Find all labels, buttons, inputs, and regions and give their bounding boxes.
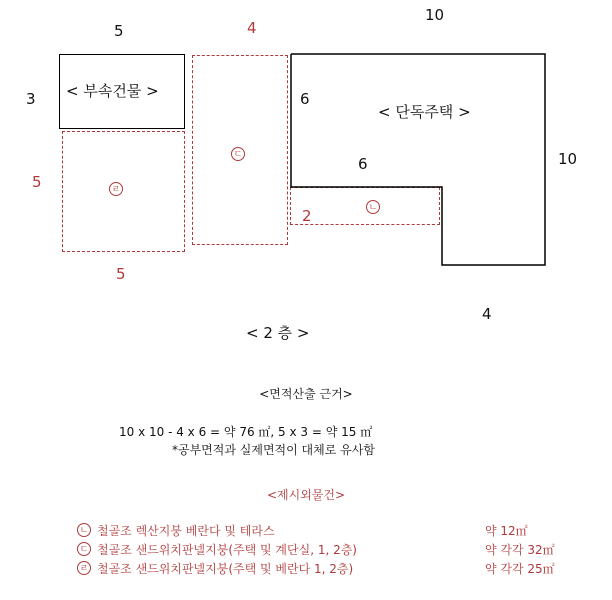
calc-heading: <면적산출 근거> xyxy=(259,387,353,401)
dim-house-top: 10 xyxy=(425,6,445,24)
extras-marker-c: ㄷ xyxy=(77,542,91,556)
dim-lot-left: 5 xyxy=(32,173,42,191)
dim-lot-bottom: 5 xyxy=(116,265,126,283)
extras-item-text: 철골조 렉산지붕 베란다 및 테라스 xyxy=(97,524,275,538)
dim-lot-top: 4 xyxy=(247,19,257,37)
calc-note: *공부면적과 실제면적이 대체로 유사함 xyxy=(172,443,375,457)
dim-annex-left: 3 xyxy=(26,90,36,108)
dim-house-right: 10 xyxy=(558,150,578,168)
dim-house-bottom: 4 xyxy=(482,305,492,323)
dim-house-step: 6 xyxy=(358,155,368,173)
dim-house-inner-left: 6 xyxy=(300,90,310,108)
extras-item-qty: 약 각각 25㎡ xyxy=(485,562,555,576)
annex-label: < 부속건물 > xyxy=(66,82,159,100)
dim-annex-top: 5 xyxy=(114,22,124,40)
calc-formula: 10 x 10 - 4 x 6 = 약 76 ㎡, 5 x 3 = 약 15 ㎡ xyxy=(119,425,373,439)
marker-r: ㄹ xyxy=(109,182,123,196)
extras-heading: <제시외물건> xyxy=(266,488,346,502)
floor-title: < 2 층 > xyxy=(246,324,310,342)
extras-item-text: 철골조 샌드위치판넬지붕(주택 및 계단실, 1, 2층) xyxy=(97,543,357,557)
marker-c: ㄷ xyxy=(231,147,245,161)
extras-item-qty: 약 각각 32㎡ xyxy=(485,543,555,557)
house-label: < 단독주택 > xyxy=(378,103,471,121)
marker-n: ㄴ xyxy=(366,200,380,214)
dim-terrace-depth: 2 xyxy=(302,207,312,225)
extras-item-qty: 약 12㎡ xyxy=(485,524,528,538)
extras-marker-n: ㄴ xyxy=(77,523,91,537)
extras-marker-r: ㄹ xyxy=(77,561,91,575)
extras-item-text: 철골조 샌드위치판넬지붕(주택 및 베란다 1, 2층) xyxy=(97,562,354,576)
